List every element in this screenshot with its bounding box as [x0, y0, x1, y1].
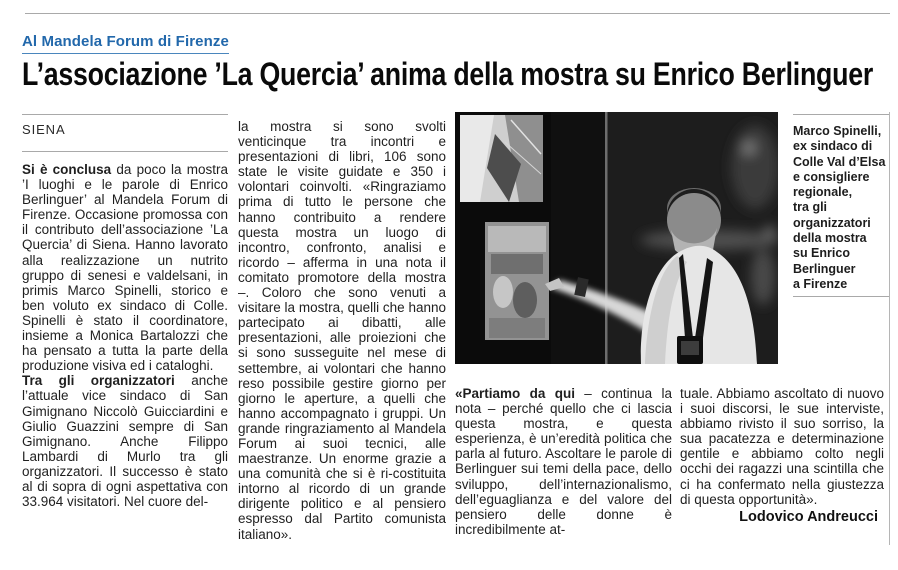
paragraph-text: tuale. Abbiamo ascoltato di nuovo i suoi discorsi, le sue interviste, abbiamo rivisto il suo sorriso, la sua pacatezza e determinazione gentile e abbiamo colto negli occhi dei ragazzi una scintilla che ci ha confermato nella giustezza di questa opportunità».: [680, 386, 884, 507]
paragraph-text: la mostra si sono svolti venticinque tra incontri e presentazioni di libri, 106 sono state le visite guidate e 350 i volontari coinvolti. «Ringraziamo prima di tutto le persone che hanno contribuito a rendere questa mostra un luogo di incontro, confronto, analisi e ricordo – afferma in una nota il comitato promotore della mostra –. Coloro che sono venuti a visitare la mostra, quelli che hanno partecipato ai dibatti, alle presentazioni, alle proiezioni che si sono susseguite nel mese di settembre, ai volontari che hanno reso possibile gestire giorno per giorno le aperture, a quelli che hanno accompagnato i gruppi. Un grande ringraziamento al Mandela Forum ai suoi tecnici, alle maestranze. Un enorme grazie a una comunità che si è ri-costituita intorno al ricordo di un grande dirigente politico e al pensiero espresso dal Partito comunista italiano».: [238, 119, 446, 542]
section-divider-bottom: [22, 151, 228, 152]
paragraph-lead: Si è conclusa: [22, 162, 112, 177]
paragraph: [22, 162, 228, 373]
paragraph-text: – continua la nota – perché quello che ci lascia questa mostra, e questa esperienza, è un’eredità politica che parla al futuro. Ascoltare le parole di Berlinguer sui temi della pace, dello sviluppo, dell’internazionalismo, dell’eguaglianza e del valore del pensiero delle donne è incredibilmente at-: [455, 386, 673, 537]
paragraph: [22, 373, 228, 509]
right-column-divider: [889, 112, 890, 545]
top-divider: [25, 13, 890, 14]
paragraph-text: da poco la mostra ’I luoghi e le parole di Enrico Berlinguer’ al Mandela Forum di Firenze. Occasione promossa con il contributo dell’associazione ’La Quercia’ di Siena. Hanno lavorato alla realizzazione un nutrito gruppo di senesi e valdelsani, in primis Marco Spinelli, storico e ben voluto ex sindaco di Colle. Spinelli è stato il coordinatore, insieme a Monica Bartalozzi che ha pensato a tutta la parte della produzione visiva ed i cataloghi.: [22, 162, 228, 374]
section-label: SIENA: [22, 122, 66, 137]
paragraph-lead: Tra gli organizzatori: [22, 373, 175, 389]
caption-divider-bottom: [793, 296, 890, 297]
author-byline: Lodovico Andreucci: [739, 508, 878, 525]
article-headline: L’associazione ’La Quercia’ anima della mostra su Enrico Berlinguer: [22, 56, 873, 92]
exhibition-photo-illustration: [455, 112, 778, 364]
paragraph-text: anche l’attuale vice sindaco di San Gimignano Niccolò Guicciardini e Giulio Guazzini sempre di San Gimignano. Anche Filippo Lambardi di Murlo tra gli organizzatori. Il successo è stato al di sopra di ogni aspettativa con 33.964 visitatori. Nel cuore del-: [22, 373, 228, 510]
caption-divider-top: [793, 114, 890, 115]
body-column-2: [238, 119, 446, 545]
section-divider-top: [22, 114, 228, 115]
photo-caption: Marco Spinelli, ex sindaco di Colle Val d’Elsa e consigliere regionale, tra gli organizzatori della mostra su Enrico Berlinguer a Firenze: [793, 124, 886, 291]
paragraph: [455, 386, 672, 537]
body-column-3: [455, 386, 672, 546]
body-column-1: [22, 162, 228, 544]
paragraph-lead: «Partiamo da qui: [455, 386, 575, 401]
kicker-link[interactable]: Al Mandela Forum di Firenze: [22, 33, 229, 54]
body-column-4: [680, 386, 884, 546]
article-photo: [455, 112, 778, 364]
